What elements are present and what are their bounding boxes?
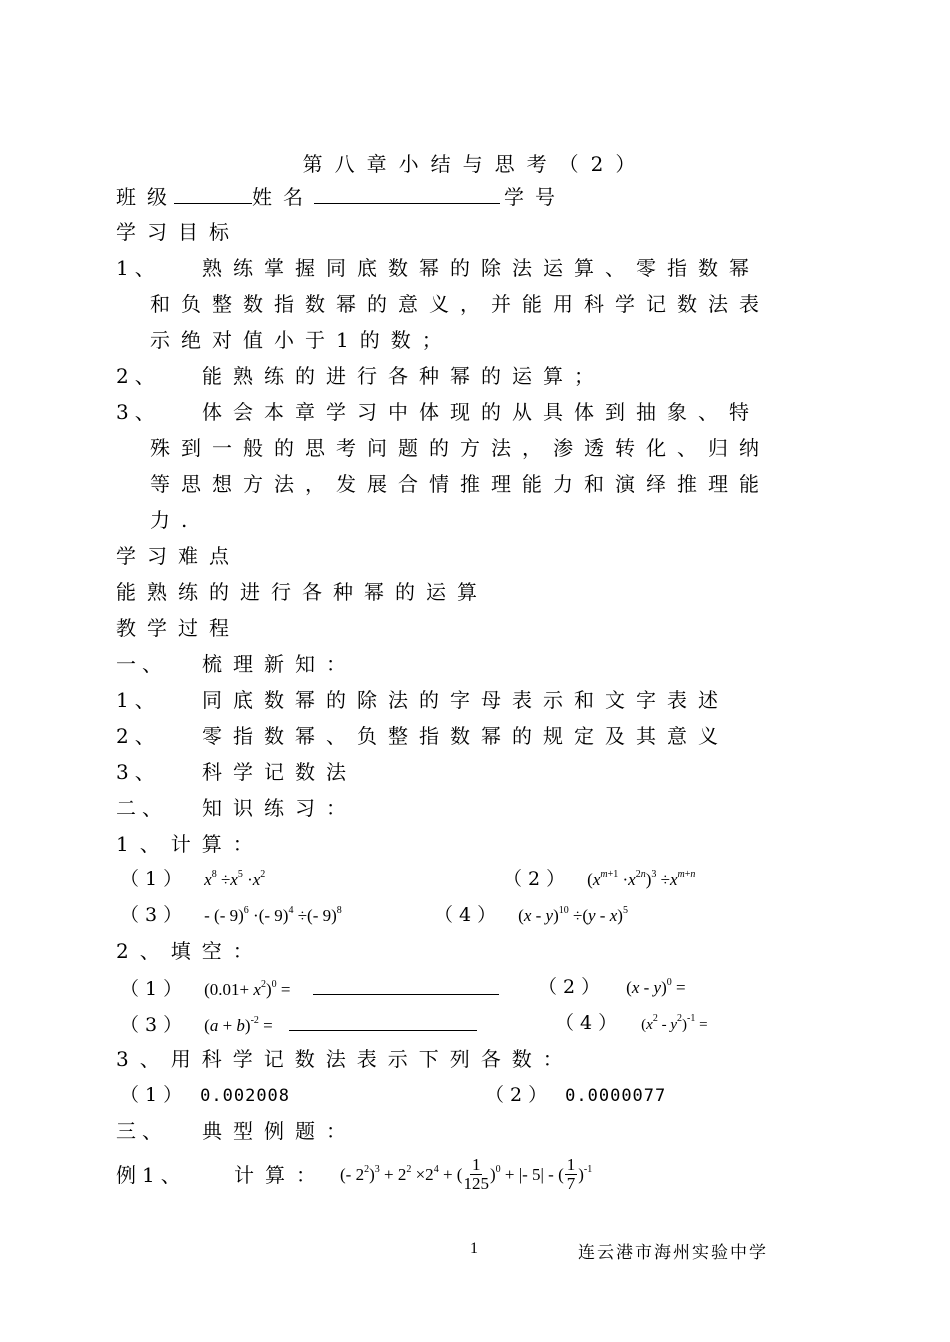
goal-number: 3、 bbox=[116, 400, 161, 424]
goal-item-3-line-2: 殊到一般的思考问题的方法，渗透转化、归纳 bbox=[150, 436, 770, 460]
goals-heading: 学习目标 bbox=[116, 220, 240, 244]
part1-item-1 bbox=[116, 687, 729, 713]
item-number: （1） bbox=[120, 868, 189, 890]
part1-item-3 bbox=[116, 759, 357, 785]
answer-blank[interactable] bbox=[289, 1010, 477, 1031]
sci-item-2 bbox=[485, 1082, 666, 1109]
item-number: 2、 bbox=[116, 724, 161, 748]
fill-item-1 bbox=[120, 974, 499, 1003]
example-1 bbox=[116, 1162, 327, 1188]
part2-heading bbox=[116, 795, 357, 821]
page-title: 第八章小结与思考（2） bbox=[302, 152, 648, 176]
item-number: （4） bbox=[434, 904, 503, 926]
part1-item-2 bbox=[116, 723, 729, 749]
item-number: （1） bbox=[120, 978, 189, 1000]
answer-blank[interactable] bbox=[313, 974, 499, 995]
class-label: 班级 bbox=[116, 185, 178, 209]
fraction-1-125: $\frac{1}{125}$ bbox=[463, 1155, 489, 1193]
expression: $(a + b)^{-2}$ = bbox=[204, 1015, 273, 1035]
part3-heading bbox=[116, 1118, 357, 1144]
example-label: 例1、 bbox=[116, 1163, 187, 1187]
fill-item-2 bbox=[538, 974, 686, 1001]
item-text: 科学记数法 bbox=[202, 760, 357, 784]
sci-notation-label: 3、用科学记数法表示下列各数： bbox=[116, 1047, 574, 1071]
expression: $x^8 \div x^5 \cdot x^2$ bbox=[204, 869, 266, 889]
fill-item-3 bbox=[120, 1010, 477, 1039]
difficulty-text: 能熟练的进行各种幂的运算 bbox=[116, 580, 488, 604]
page-number: 1 bbox=[470, 1240, 478, 1257]
calc-item-3 bbox=[120, 902, 342, 929]
calc-label: 1、计算： bbox=[116, 832, 264, 856]
name-blank[interactable] bbox=[314, 183, 500, 204]
expression: $(x^2 - y^2)^{-1}$ = bbox=[641, 1013, 708, 1033]
item-number: （1） bbox=[120, 1084, 189, 1106]
part-title: 知识练习： bbox=[202, 796, 357, 820]
expression: - (- 9)$^6$ ·(- 9)$^4$ ÷(- 9)$^8$ bbox=[204, 905, 342, 925]
item-text: 同底数幂的除法的字母表示和文字表述 bbox=[202, 688, 729, 712]
item-number: （2） bbox=[538, 976, 607, 998]
item-number: （3） bbox=[120, 1014, 189, 1036]
expression: $(0.01+ x^2)^0$ = bbox=[204, 979, 291, 999]
goal-number: 1、 bbox=[116, 256, 161, 280]
item-number: （4） bbox=[555, 1012, 624, 1034]
part1-heading bbox=[116, 651, 357, 677]
goal-item-1-line-3: 示绝对值小于1的数； bbox=[150, 328, 453, 352]
part-number: 二、 bbox=[116, 796, 168, 820]
goal-item-2 bbox=[116, 363, 605, 389]
goal-text: 能熟练的进行各种幂的运算； bbox=[202, 364, 605, 388]
goal-item-1-line-1 bbox=[116, 255, 760, 281]
goal-number: 2、 bbox=[116, 364, 161, 388]
part-title: 梳理新知： bbox=[202, 652, 357, 676]
sci-item-1 bbox=[120, 1082, 290, 1109]
part-number: 一、 bbox=[116, 652, 168, 676]
expression: (x - y)$^0$ = bbox=[626, 977, 686, 997]
id-label: 学号 bbox=[504, 185, 566, 209]
item-text: 零指数幂、负整指数幂的规定及其意义 bbox=[202, 724, 729, 748]
part-number: 三、 bbox=[116, 1119, 168, 1143]
process-heading: 教学过程 bbox=[116, 616, 240, 640]
item-number: （3） bbox=[120, 904, 189, 926]
difficulty-heading: 学习难点 bbox=[116, 544, 240, 568]
calc-item-1 bbox=[120, 866, 265, 893]
item-number: （2） bbox=[485, 1084, 554, 1106]
value: 0.0000077 bbox=[565, 1086, 667, 1106]
expression: (x - y)$^{10}$ ÷(y - x)$^5$ bbox=[518, 905, 628, 925]
goal-item-3-line-1 bbox=[116, 399, 760, 425]
student-info-row bbox=[116, 183, 566, 210]
goal-text: 熟练掌握同底数幂的除法运算、零指数幂 bbox=[202, 256, 760, 280]
value: 0.002008 bbox=[200, 1086, 291, 1106]
example-text: 计算： bbox=[234, 1163, 327, 1187]
goal-text: 体会本章学习中体现的从具体到抽象、特 bbox=[202, 400, 760, 424]
expression: $(x^{m+1} \cdot x^{2n})^3 \div x^{m+n}$ bbox=[587, 869, 696, 889]
part-title: 典型例题： bbox=[202, 1119, 357, 1143]
class-blank[interactable] bbox=[174, 183, 252, 204]
calc-item-4 bbox=[434, 902, 628, 929]
item-number: 3、 bbox=[116, 760, 161, 784]
fill-item-4 bbox=[555, 1010, 708, 1038]
school-name: 连云港市海州实验中学 bbox=[578, 1243, 768, 1263]
item-number: （2） bbox=[503, 868, 572, 890]
calc-item-2 bbox=[503, 866, 695, 893]
goal-item-3-line-4: 力. bbox=[150, 508, 199, 532]
goal-item-1-line-2: 和负整数指数幂的意义，并能用科学记数法表 bbox=[150, 292, 770, 316]
example-1-expression: (- $2^2)^3 + 2^2 \times 2^4$ + ( $\frac{1}{125}$ )$^0$ + |- 5| - ( $\frac{1}{7}$ )$^{-1}$ bbox=[340, 1155, 593, 1193]
goal-item-3-line-3: 等思想方法，发展合情推理能力和演绎推理能 bbox=[150, 472, 770, 496]
fill-label: 2、填空： bbox=[116, 939, 264, 963]
fraction-1-7: $\frac{1}{7}$ bbox=[566, 1155, 576, 1193]
item-number: 1、 bbox=[116, 688, 161, 712]
name-label: 姓名 bbox=[252, 185, 314, 209]
